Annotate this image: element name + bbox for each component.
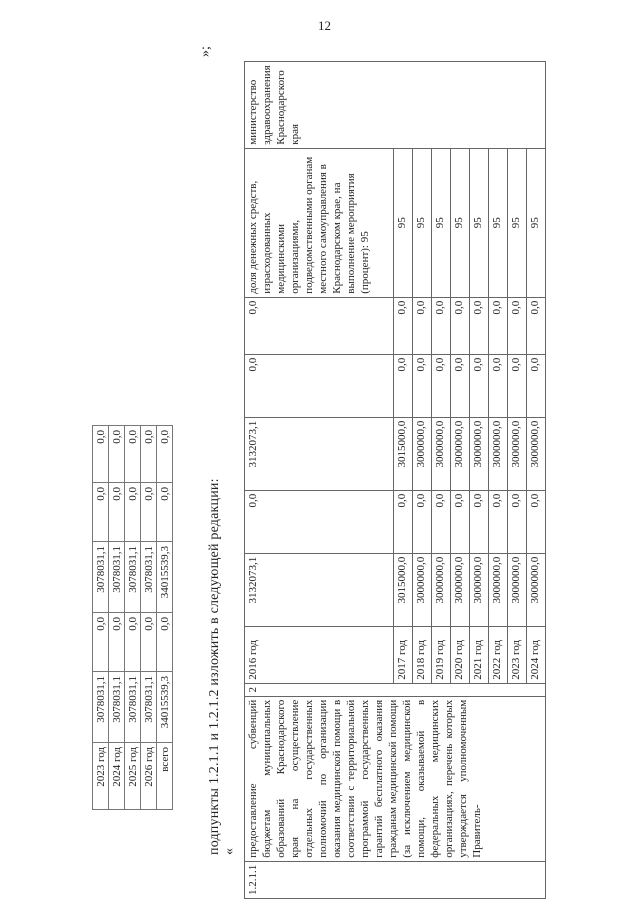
- municipal-cell: 0,0: [508, 354, 527, 417]
- table-row: [93, 426, 109, 810]
- federal-cell: 0,0: [451, 490, 470, 553]
- regional-cell: 3078031,1: [93, 542, 109, 613]
- year-cell: 2024 год: [527, 626, 546, 683]
- total-cell: 3132073,1: [245, 553, 394, 626]
- table-row: [141, 426, 157, 810]
- measure-status: 2: [245, 683, 546, 696]
- municipal-cell: 0,0: [394, 354, 413, 417]
- table-row: [109, 426, 125, 810]
- total-cell: 3000000,0: [527, 553, 546, 626]
- municipal-cell: 0,0: [413, 354, 432, 417]
- federal-cell: 0,0: [125, 613, 141, 672]
- regional-cell: 3000000,0: [470, 417, 489, 490]
- year-cell: 2021 год: [470, 626, 489, 683]
- regional-cell: 3078031,1: [125, 542, 141, 613]
- federal-cell: 0,0: [141, 613, 157, 672]
- other-cell: 0,0: [141, 426, 157, 483]
- total-cell: 34015539,3: [157, 672, 173, 743]
- federal-cell: 0,0: [527, 490, 546, 553]
- municipal-cell: 0,0: [125, 483, 141, 542]
- table-row: [157, 426, 173, 810]
- federal-cell: 0,0: [157, 613, 173, 672]
- indicator-value-cell: 95: [394, 148, 413, 297]
- regional-cell: 3078031,1: [109, 542, 125, 613]
- executor-cell: министерство здравоохранения Краснодарского края: [245, 62, 546, 148]
- regional-cell: 3000000,0: [508, 417, 527, 490]
- total-cell: 3000000,0: [413, 553, 432, 626]
- federal-cell: 0,0: [470, 490, 489, 553]
- year-cell: 2017 год: [394, 626, 413, 683]
- other-cell: 0,0: [157, 426, 173, 483]
- opening-quote: «: [222, 848, 237, 855]
- measure-table: [244, 61, 546, 899]
- measure-description: предоставление субвенций бюджетам муниципальных образований Краснодарского края на осуществление отдельных государственных полномочий по организации оказания медицинской помощи в соответствии с территориальной программой государственных гарантий бесплатного оказания гражданам медицинской помощи (за исключением медицинской помощи, оказываемой в федеральных медицинских организациях, перечень которых утверждается уполномоченным Правитель-: [245, 696, 546, 861]
- year-cell: 2023 год: [93, 743, 109, 810]
- federal-cell: 0,0: [489, 490, 508, 553]
- municipal-cell: 0,0: [157, 483, 173, 542]
- regional-cell: 3000000,0: [432, 417, 451, 490]
- total-cell: 3000000,0: [489, 553, 508, 626]
- other-cell: 0,0: [125, 426, 141, 483]
- other-cell: 0,0: [508, 297, 527, 354]
- federal-cell: 0,0: [413, 490, 432, 553]
- total-cell: 3078031,1: [141, 672, 157, 743]
- other-cell: 0,0: [432, 297, 451, 354]
- regional-cell: 3078031,1: [141, 542, 157, 613]
- regional-cell: 3000000,0: [527, 417, 546, 490]
- municipal-cell: 0,0: [245, 354, 394, 417]
- total-cell: 3015000,0: [394, 553, 413, 626]
- regional-cell: 3000000,0: [451, 417, 470, 490]
- year-cell: 2022 год: [489, 626, 508, 683]
- other-cell: 0,0: [245, 297, 394, 354]
- indicator-value-cell: 95: [432, 148, 451, 297]
- regional-cell: 34015539,3: [157, 542, 173, 613]
- municipal-cell: 0,0: [141, 483, 157, 542]
- page-number: 12: [318, 18, 331, 33]
- indicator-value-cell: 95: [413, 148, 432, 297]
- table-row: [125, 426, 141, 810]
- other-cell: 0,0: [470, 297, 489, 354]
- municipal-cell: 0,0: [489, 354, 508, 417]
- regional-cell: 3000000,0: [413, 417, 432, 490]
- total-cell: 3000000,0: [508, 553, 527, 626]
- year-cell: 2020 год: [451, 626, 470, 683]
- total-cell: 3078031,1: [109, 672, 125, 743]
- indicator-value-cell: 95: [489, 148, 508, 297]
- regional-cell: 3015000,0: [394, 417, 413, 490]
- regional-cell: 3000000,0: [489, 417, 508, 490]
- regional-cell: 3132073,1: [245, 417, 394, 490]
- municipal-cell: 0,0: [109, 483, 125, 542]
- federal-cell: 0,0: [109, 613, 125, 672]
- year-cell: всего: [157, 743, 173, 810]
- municipal-cell: 0,0: [527, 354, 546, 417]
- indicator-value-cell: 95: [508, 148, 527, 297]
- year-cell: 2018 год: [413, 626, 432, 683]
- year-cell: 2023 год: [508, 626, 527, 683]
- indicator-value-cell: 95: [470, 148, 489, 297]
- municipal-cell: 0,0: [93, 483, 109, 542]
- total-cell: 3000000,0: [432, 553, 451, 626]
- other-cell: 0,0: [451, 297, 470, 354]
- municipal-cell: 0,0: [432, 354, 451, 417]
- municipal-cell: 0,0: [470, 354, 489, 417]
- indicator-value-cell: 95: [527, 148, 546, 297]
- indicator-value-cell: 95: [451, 148, 470, 297]
- amendment-instruction: подпункты 1.2.1.1 и 1.2.1.2 изложить в следующей редакции:: [207, 478, 222, 855]
- indicator-cell: доля денежных средств, израсходованных медицинскими организациями, подведомственными органам местного самоуправления в Краснодарском крае, на выполнение мероприятия (процент): 95: [245, 148, 394, 297]
- total-cell: 3000000,0: [451, 553, 470, 626]
- other-cell: 0,0: [527, 297, 546, 354]
- federal-cell: 0,0: [432, 490, 451, 553]
- table-row: [245, 62, 394, 899]
- other-cell: 0,0: [93, 426, 109, 483]
- year-cell: 2026 год: [141, 743, 157, 810]
- municipal-cell: 0,0: [451, 354, 470, 417]
- year-cell: 2019 год: [432, 626, 451, 683]
- year-cell: 2024 год: [109, 743, 125, 810]
- continued-funding-table: [92, 425, 173, 810]
- other-cell: 0,0: [394, 297, 413, 354]
- measure-code: 1.2.1.1: [245, 861, 546, 898]
- closing-quote: »;: [198, 46, 213, 57]
- year-cell: 2016 год: [245, 626, 394, 683]
- year-cell: 2025 год: [125, 743, 141, 810]
- total-cell: 3078031,1: [125, 672, 141, 743]
- total-cell: 3078031,1: [93, 672, 109, 743]
- other-cell: 0,0: [489, 297, 508, 354]
- federal-cell: 0,0: [93, 613, 109, 672]
- federal-cell: 0,0: [394, 490, 413, 553]
- federal-cell: 0,0: [508, 490, 527, 553]
- total-cell: 3000000,0: [470, 553, 489, 626]
- federal-cell: 0,0: [245, 490, 394, 553]
- other-cell: 0,0: [413, 297, 432, 354]
- other-cell: 0,0: [109, 426, 125, 483]
